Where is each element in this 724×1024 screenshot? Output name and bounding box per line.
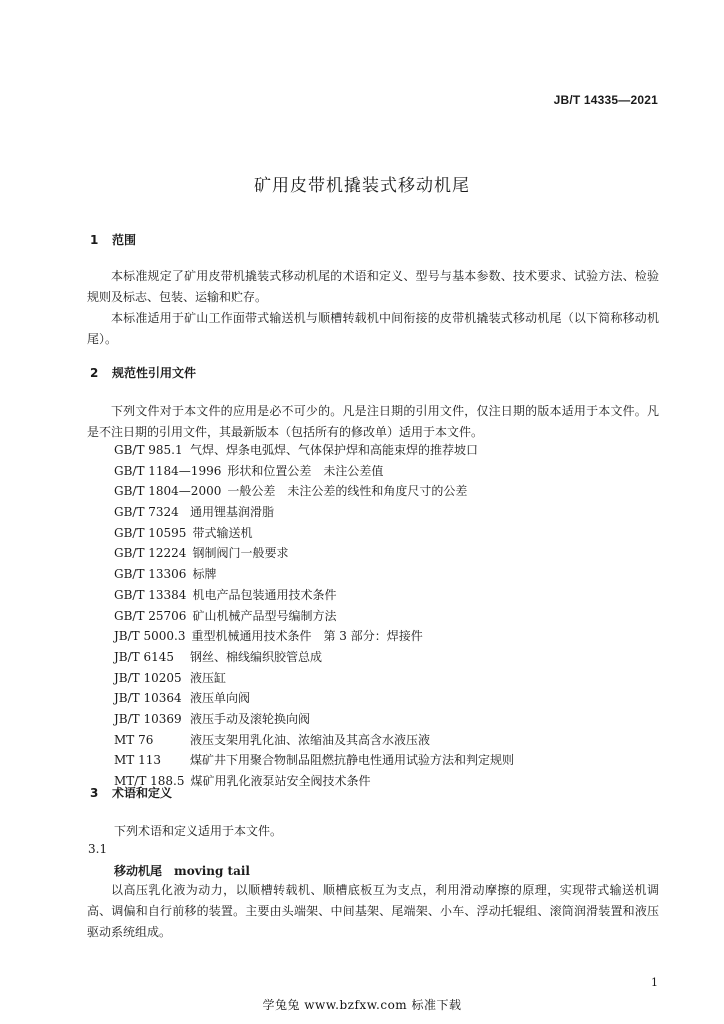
reference-code: MT 113 <box>114 753 162 768</box>
document-title: 矿用皮带机撬装式移动机尾 <box>254 176 470 196</box>
section-title: 术语和定义 <box>112 786 173 800</box>
reference-code: MT/T 188.5 <box>114 774 185 788</box>
reference-title: 标牌 <box>192 567 217 582</box>
section-2-heading <box>90 364 196 381</box>
reference-item <box>114 668 674 689</box>
reference-code: JB/T 10369 <box>114 711 182 726</box>
reference-title: 钢制阀门一般要求 <box>192 546 289 561</box>
reference-code: MT 76 <box>114 732 154 747</box>
reference-title: 煤矿用乳化液泵站安全阀技术条件 <box>190 774 371 788</box>
scope-paragraph-2: 本标准适用于矿山工作面带式输送机与顺槽转载机中间衔接的皮带机撬装式移动机尾（以下简称移动机尾）。 <box>87 311 659 346</box>
term-definition: 以高压乳化液为动力，以顺槽转载机、顺槽底板互为支点，利用滑动摩擦的原理，实现带式输送机调高、调偏和自行前移的装置。主要由头端架、中间基架、尾端架、小车、浮动托辊组、滚筒润滑装置和液压驱动系统组成。 <box>87 883 659 939</box>
reference-item <box>114 730 674 751</box>
reference-item <box>114 564 674 585</box>
reference-title: 一般公差 未注公差的线性和角度尺寸的公差 <box>227 484 468 499</box>
reference-title: 液压手动及滚轮换向阀 <box>190 711 311 726</box>
reference-title: 形状和位置公差 未注公差值 <box>227 463 384 478</box>
reference-item <box>114 771 674 792</box>
reference-item <box>114 585 674 606</box>
reference-title: 液压单向阀 <box>190 691 251 706</box>
term-number: 3.1 <box>88 842 108 856</box>
term-chinese: 移动机尾 <box>114 864 163 878</box>
reference-item <box>114 502 674 523</box>
reference-item <box>114 523 674 544</box>
section-number: 3 <box>90 786 99 800</box>
reference-title: 通用锂基润滑脂 <box>190 505 275 520</box>
reference-code: GB/T 25706 <box>114 608 187 623</box>
reference-title: 带式输送机 <box>192 525 253 540</box>
reference-title: 气焊、焊条电弧焊、气体保护焊和高能束焊的推荐坡口 <box>190 443 479 457</box>
section-number: 2 <box>90 366 99 380</box>
reference-title: 钢丝、棉线编织胶管总成 <box>190 649 323 664</box>
reference-title: 液压缸 <box>190 670 227 685</box>
reference-item <box>114 688 674 709</box>
reference-item <box>114 626 674 647</box>
reference-item <box>114 709 674 730</box>
reference-title: 煤矿井下用聚合物制品阻燃抗静电性通用试验方法和判定规则 <box>190 753 515 768</box>
reference-item <box>114 461 674 482</box>
reference-title: 液压支架用乳化油、浓缩油及其高含水液压液 <box>190 732 431 747</box>
references-intro: 下列文件对于本文件的应用是必不可少的。凡是注日期的引用文件，仅注日期的版本适用于本文件。凡是不注日期的引用文件，其最新版本（包括所有的修改单）适用于本文件。 <box>87 404 659 439</box>
reference-code: GB/T 985.1 <box>114 443 183 457</box>
section-title: 规范性引用文件 <box>112 366 197 380</box>
reference-item <box>114 481 674 502</box>
section-3-heading <box>90 784 172 801</box>
reference-item <box>114 606 674 627</box>
reference-title: 重型机械通用技术条件 第 3 部分：焊接件 <box>191 629 423 644</box>
term-entry <box>114 862 250 879</box>
reference-code: JB/T 10205 <box>114 670 182 685</box>
reference-code: GB/T 1804—2000 <box>114 484 222 499</box>
reference-item <box>114 543 674 564</box>
scope-paragraph-1: 本标准规定了矿用皮带机撬装式移动机尾的术语和定义、型号与基本参数、技术要求、试验方法、检验规则及标志、包装、运输和贮存。 <box>87 269 659 304</box>
reference-code: GB/T 13306 <box>114 567 187 582</box>
reference-code: JB/T 6145 <box>114 649 175 664</box>
reference-code: GB/T 7324 <box>114 505 179 520</box>
reference-item <box>114 647 674 668</box>
reference-title: 机电产品包装通用技术条件 <box>192 587 337 602</box>
terms-intro: 下列术语和定义适用于本文件。 <box>114 824 283 838</box>
section-1-heading <box>90 231 136 248</box>
reference-code: GB/T 12224 <box>114 546 187 561</box>
reference-title: 矿山机械产品型号编制方法 <box>192 608 337 623</box>
section-title: 范围 <box>112 233 137 247</box>
reference-code: GB/T 13384 <box>114 587 187 602</box>
footer-watermark-text: 学兔兔 www.bzfxw.com 标准下载 <box>262 998 462 1012</box>
reference-item <box>114 440 674 461</box>
reference-item <box>114 750 674 771</box>
standard-code: JB/T 14335—2021 <box>553 93 658 107</box>
reference-list <box>114 440 674 792</box>
term-english: moving tail <box>174 864 250 878</box>
reference-code: GB/T 10595 <box>114 525 187 540</box>
reference-code: GB/T 1184—1996 <box>114 463 222 478</box>
reference-code: JB/T 5000.3 <box>114 629 186 644</box>
section-number: 1 <box>90 233 99 247</box>
page-number: 1 <box>651 976 658 989</box>
reference-code: JB/T 10364 <box>114 691 182 706</box>
